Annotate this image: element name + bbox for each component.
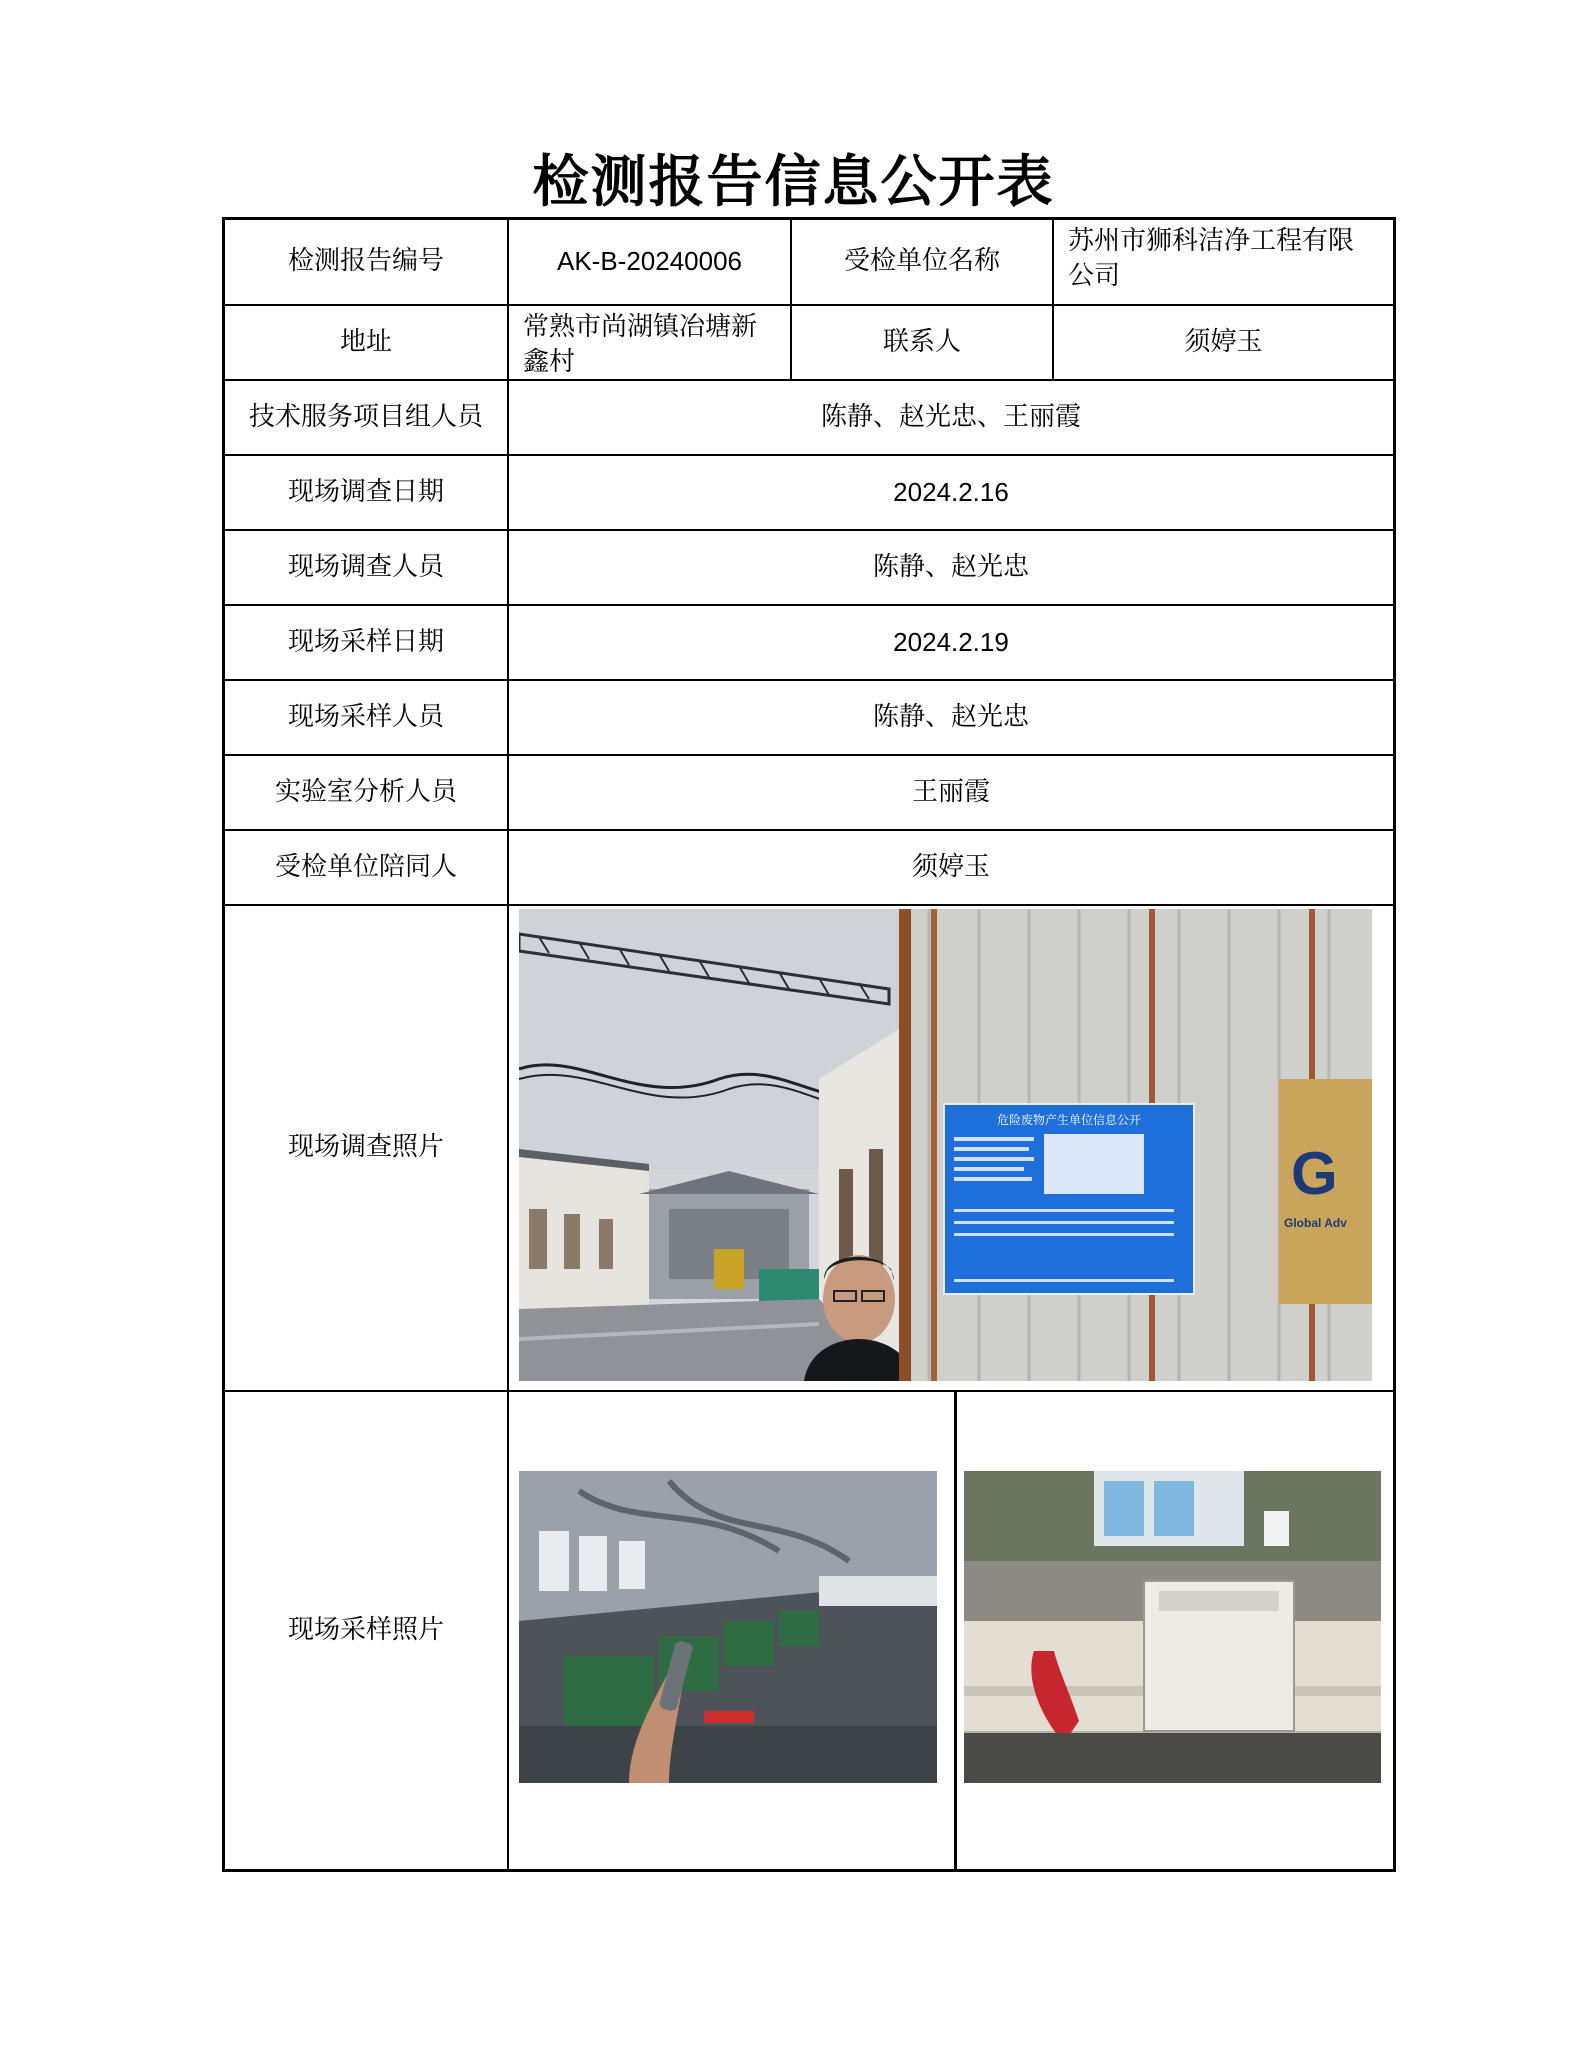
contact-value: 须婷玉 bbox=[1054, 306, 1393, 381]
sampling-staff-value: 陈静、赵光忠 bbox=[509, 681, 1393, 756]
logo-letter: G bbox=[1291, 1140, 1338, 1207]
lab-staff-label: 实验室分析人员 bbox=[225, 756, 509, 831]
report-no-value: AK-B-20240006 bbox=[509, 220, 792, 306]
team-label: 技术服务项目组人员 bbox=[225, 381, 509, 456]
address-value: 常熟市尚湖镇冶塘新鑫村 bbox=[509, 306, 792, 381]
address-label: 地址 bbox=[225, 306, 509, 381]
sampling-date-label: 现场采样日期 bbox=[225, 606, 509, 681]
escort-label: 受检单位陪同人 bbox=[225, 831, 509, 906]
report-no-label: 检测报告编号 bbox=[225, 220, 509, 306]
unit-name-label: 受检单位名称 bbox=[792, 220, 1054, 306]
unit-name-value: 苏州市狮科洁净工程有限公司 bbox=[1054, 220, 1393, 306]
survey-staff-value: 陈静、赵光忠 bbox=[509, 531, 1393, 606]
survey-photo-label: 现场调查照片 bbox=[225, 906, 509, 1392]
team-value: 陈静、赵光忠、王丽霞 bbox=[509, 381, 1393, 456]
sampling-photo-machine bbox=[964, 1471, 1381, 1783]
sampling-staff-label: 现场采样人员 bbox=[225, 681, 509, 756]
survey-date-value: 2024.2.16 bbox=[509, 456, 1393, 531]
survey-date-label: 现场调查日期 bbox=[225, 456, 509, 531]
survey-staff-label: 现场调查人员 bbox=[225, 531, 509, 606]
contact-label: 联系人 bbox=[792, 306, 1054, 381]
sampling-photo-label: 现场采样照片 bbox=[225, 1392, 509, 1869]
logo-text: Global Adv bbox=[1284, 1216, 1347, 1230]
sampling-date-value: 2024.2.19 bbox=[509, 606, 1393, 681]
lab-staff-value: 王丽霞 bbox=[509, 756, 1393, 831]
survey-photo-yard bbox=[519, 909, 899, 1381]
survey-photo-sign bbox=[899, 909, 1372, 1381]
sign-title-text: 危险废物产生单位信息公开 bbox=[996, 1113, 1142, 1127]
page-title: 检测报告信息公开表 bbox=[532, 149, 1055, 215]
escort-value: 须婷玉 bbox=[509, 831, 1393, 906]
sampling-photo-workshop bbox=[519, 1471, 937, 1783]
